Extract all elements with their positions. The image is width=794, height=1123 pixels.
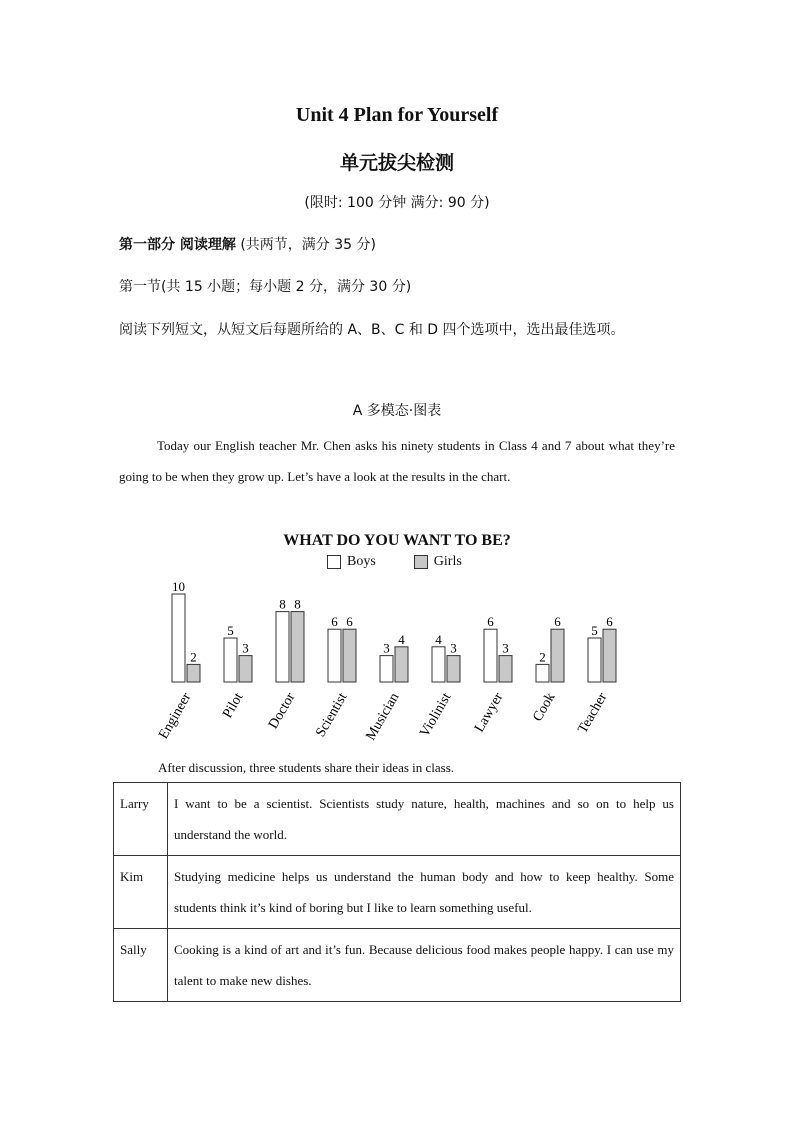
data-label-girls-violinist: 3 [450, 640, 457, 656]
bar-boys-pilot [224, 638, 237, 682]
category-label-violinist: Violinist [417, 690, 455, 740]
student-ideas-table [113, 782, 681, 1002]
data-label-girls-scientist: 6 [346, 614, 353, 630]
bar-girls-pilot [239, 656, 252, 682]
bar-boys-cook [536, 664, 549, 682]
data-label-girls-cook: 6 [554, 614, 561, 630]
part1-heading: 第一部分 阅读理解 [119, 237, 236, 253]
bar-girls-cook [551, 629, 564, 682]
section1-heading: 第一节(共 15 小题；每小题 2 分，满分 30 分) [119, 279, 412, 295]
bar-girls-musician [395, 647, 408, 682]
student-idea: I want to be a scientist. Scientists study nature, health, machines and so on to help us understand the world. [168, 783, 681, 856]
passage-label: A 多模态·图表 [352, 403, 442, 419]
data-label-boys-scientist: 6 [331, 614, 338, 630]
bar-girls-scientist [343, 629, 356, 682]
bar-boys-engineer [172, 594, 185, 682]
instructions: 阅读下列短文，从短文后每题所给的 A、B、C 和 D 四个选项中，选出最佳选项。 [119, 322, 625, 338]
data-label-boys-doctor: 8 [279, 596, 286, 612]
category-label-doctor: Doctor [266, 690, 299, 732]
data-label-girls-pilot: 3 [242, 640, 249, 656]
intro-paragraph: Today our English teacher Mr. Chen asks his ninety students in Class 4 and 7 about what they’re going to be when they grow up. Let’s have a look at the results in the chart. [119, 438, 675, 484]
data-label-boys-engineer: 10 [172, 579, 185, 594]
legend-girls-label: Girls [433, 554, 462, 569]
data-label-girls-musician: 4 [398, 631, 405, 647]
table-row [114, 783, 681, 856]
category-label-pilot: Pilot [220, 690, 247, 721]
data-label-girls-engineer: 2 [190, 649, 197, 665]
student-name: Sally [114, 929, 168, 1002]
bar-boys-teacher [588, 638, 601, 682]
data-label-girls-teacher: 6 [606, 614, 613, 630]
category-label-engineer: Engineer [156, 690, 195, 742]
data-label-girls-lawyer: 3 [502, 640, 509, 656]
student-idea: Cooking is a kind of art and it’s fun. Because delicious food makes people happy. I can use my talent to make new dishes. [168, 929, 681, 1002]
bar-girls-violinist [447, 656, 460, 682]
data-label-boys-teacher: 5 [591, 623, 598, 638]
bar-girls-teacher [603, 629, 616, 682]
legend-girls-swatch [414, 555, 428, 569]
table-row [114, 856, 681, 929]
legend-boys-label: Boys [347, 554, 376, 569]
student-name: Larry [114, 783, 168, 856]
part1-note: (共两节，满分 35 分) [240, 237, 376, 253]
data-label-boys-musician: 3 [383, 640, 390, 656]
category-label-lawyer: Lawyer [472, 690, 507, 736]
time-limit: (限时: 100 分钟 满分: 90 分) [304, 195, 490, 211]
data-label-boys-cook: 2 [539, 649, 546, 665]
student-name: Kim [114, 856, 168, 929]
bar-chart [0, 570, 794, 755]
bar-girls-lawyer [499, 656, 512, 682]
category-label-teacher: Teacher [575, 690, 611, 737]
data-label-boys-pilot: 5 [227, 623, 234, 638]
page-subtitle: 单元拔尖检测 [339, 152, 454, 174]
data-label-girls-doctor: 8 [294, 596, 301, 612]
bar-boys-lawyer [484, 629, 497, 682]
legend-boys-swatch [327, 555, 341, 569]
bar-boys-musician [380, 656, 393, 682]
chart-title: WHAT DO YOU WANT TO BE? [283, 532, 511, 549]
table-row [114, 929, 681, 1002]
category-label-cook: Cook [530, 690, 559, 725]
bar-boys-scientist [328, 629, 341, 682]
after-discussion: After discussion, three students share their ideas in class. [158, 760, 455, 775]
bar-boys-violinist [432, 647, 445, 682]
data-label-boys-lawyer: 6 [487, 614, 494, 630]
part1-heading-line [119, 234, 376, 254]
data-label-boys-violinist: 4 [435, 631, 442, 647]
category-label-musician: Musician [363, 690, 403, 744]
bar-boys-doctor [276, 612, 289, 682]
student-idea: Studying medicine helps us understand the human body and how to keep healthy. Some students think it’s kind of boring but I like to learn something useful. [168, 856, 681, 929]
bar-girls-doctor [291, 612, 304, 682]
chart-legend [327, 554, 462, 570]
category-label-scientist: Scientist [313, 690, 351, 740]
bar-girls-engineer [187, 664, 200, 682]
page-title: Unit 4 Plan for Yourself [295, 104, 499, 126]
